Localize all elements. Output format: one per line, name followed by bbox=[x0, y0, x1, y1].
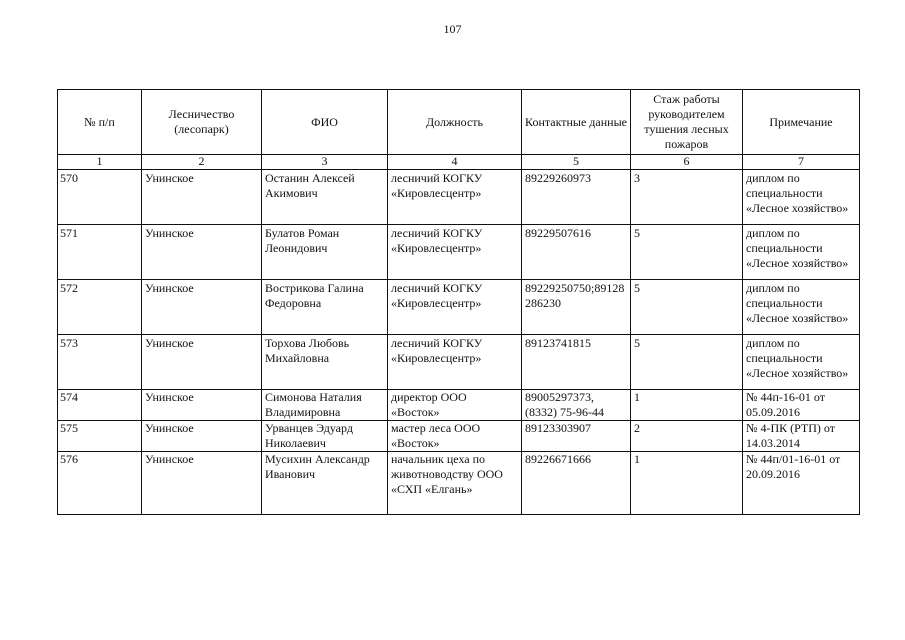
column-number-row bbox=[58, 155, 860, 170]
contacts-cell: 89123303907 bbox=[522, 421, 631, 452]
experience-cell: 3 bbox=[631, 170, 743, 225]
column-number: 2 bbox=[142, 155, 262, 170]
contacts-cell: 89226671666 bbox=[522, 452, 631, 515]
header-cell-number: № п/п bbox=[58, 90, 142, 155]
note-cell: диплом по специальности «Лесное хозяйство» bbox=[743, 280, 860, 335]
row-number-cell: 573 bbox=[58, 335, 142, 390]
table-row bbox=[58, 390, 860, 421]
contacts-cell: 89229260973 bbox=[522, 170, 631, 225]
note-cell: № 44п/01-16-01 от 20.09.2016 bbox=[743, 452, 860, 515]
contacts-cell: 89229250750;89128286230 bbox=[522, 280, 631, 335]
row-number-cell: 574 bbox=[58, 390, 142, 421]
table-row bbox=[58, 421, 860, 452]
name-cell: Урванцев Эдуард Николаевич bbox=[262, 421, 388, 452]
note-cell: диплом по специальности «Лесное хозяйство» bbox=[743, 170, 860, 225]
experience-cell: 5 bbox=[631, 225, 743, 280]
note-cell: № 4-ПК (РТП) от 14.03.2014 bbox=[743, 421, 860, 452]
table-row bbox=[58, 452, 860, 515]
forestry-cell: Унинское bbox=[142, 170, 262, 225]
row-number-cell: 571 bbox=[58, 225, 142, 280]
experience-cell: 5 bbox=[631, 335, 743, 390]
name-cell: Симонова Наталия Владимировна bbox=[262, 390, 388, 421]
forestry-cell: Унинское bbox=[142, 421, 262, 452]
column-number: 3 bbox=[262, 155, 388, 170]
experience-cell: 2 bbox=[631, 421, 743, 452]
row-number-cell: 576 bbox=[58, 452, 142, 515]
position-cell: начальник цеха по животноводству ООО «СХП «Елгань» bbox=[388, 452, 522, 515]
name-cell: Вострикова Галина Федоровна bbox=[262, 280, 388, 335]
column-number: 4 bbox=[388, 155, 522, 170]
experience-cell: 5 bbox=[631, 280, 743, 335]
header-cell-position: Должность bbox=[388, 90, 522, 155]
position-cell: мастер леса ООО «Восток» bbox=[388, 421, 522, 452]
position-cell: лесничий КОГКУ «Кировлесцентр» bbox=[388, 335, 522, 390]
header-cell-forestry: Лесничество (лесопарк) bbox=[142, 90, 262, 155]
row-number-cell: 572 bbox=[58, 280, 142, 335]
name-cell: Останин Алексей Акимович bbox=[262, 170, 388, 225]
note-cell: № 44п-16-01 от 05.09.2016 bbox=[743, 390, 860, 421]
name-cell: Мусихин Александр Иванович bbox=[262, 452, 388, 515]
forestry-cell: Унинское bbox=[142, 225, 262, 280]
column-number: 1 bbox=[58, 155, 142, 170]
header-cell-note: Примечание bbox=[743, 90, 860, 155]
name-cell: Торхова Любовь Михайловна bbox=[262, 335, 388, 390]
column-number: 5 bbox=[522, 155, 631, 170]
header-cell-contacts: Контактные данные bbox=[522, 90, 631, 155]
header-row bbox=[58, 90, 860, 155]
position-cell: директор ООО «Восток» bbox=[388, 390, 522, 421]
name-cell: Булатов Роман Леонидович bbox=[262, 225, 388, 280]
contacts-cell: 89123741815 bbox=[522, 335, 631, 390]
forestry-cell: Унинское bbox=[142, 390, 262, 421]
table-row bbox=[58, 225, 860, 280]
experience-cell: 1 bbox=[631, 390, 743, 421]
note-cell: диплом по специальности «Лесное хозяйство» bbox=[743, 225, 860, 280]
position-cell: лесничий КОГКУ «Кировлесцентр» bbox=[388, 170, 522, 225]
column-number: 6 bbox=[631, 155, 743, 170]
contacts-cell: 89005297373, (8332) 75-96-44 bbox=[522, 390, 631, 421]
row-number-cell: 575 bbox=[58, 421, 142, 452]
contacts-cell: 89229507616 bbox=[522, 225, 631, 280]
table-row bbox=[58, 170, 860, 225]
page-number: 107 bbox=[443, 22, 462, 36]
position-cell: лесничий КОГКУ «Кировлесцентр» bbox=[388, 280, 522, 335]
experience-cell: 1 bbox=[631, 452, 743, 515]
note-cell: диплом по специальности «Лесное хозяйство» bbox=[743, 335, 860, 390]
row-number-cell: 570 bbox=[58, 170, 142, 225]
column-number: 7 bbox=[743, 155, 860, 170]
table-row bbox=[58, 335, 860, 390]
header-cell-name: ФИО bbox=[262, 90, 388, 155]
position-cell: лесничий КОГКУ «Кировлесцентр» bbox=[388, 225, 522, 280]
header-cell-experience: Стаж работы руководителем тушения лесных пожаров bbox=[631, 90, 743, 155]
forestry-cell: Унинское bbox=[142, 452, 262, 515]
table-row bbox=[58, 280, 860, 335]
forestry-cell: Унинское bbox=[142, 280, 262, 335]
staff-table bbox=[57, 89, 860, 515]
forestry-cell: Унинское bbox=[142, 335, 262, 390]
